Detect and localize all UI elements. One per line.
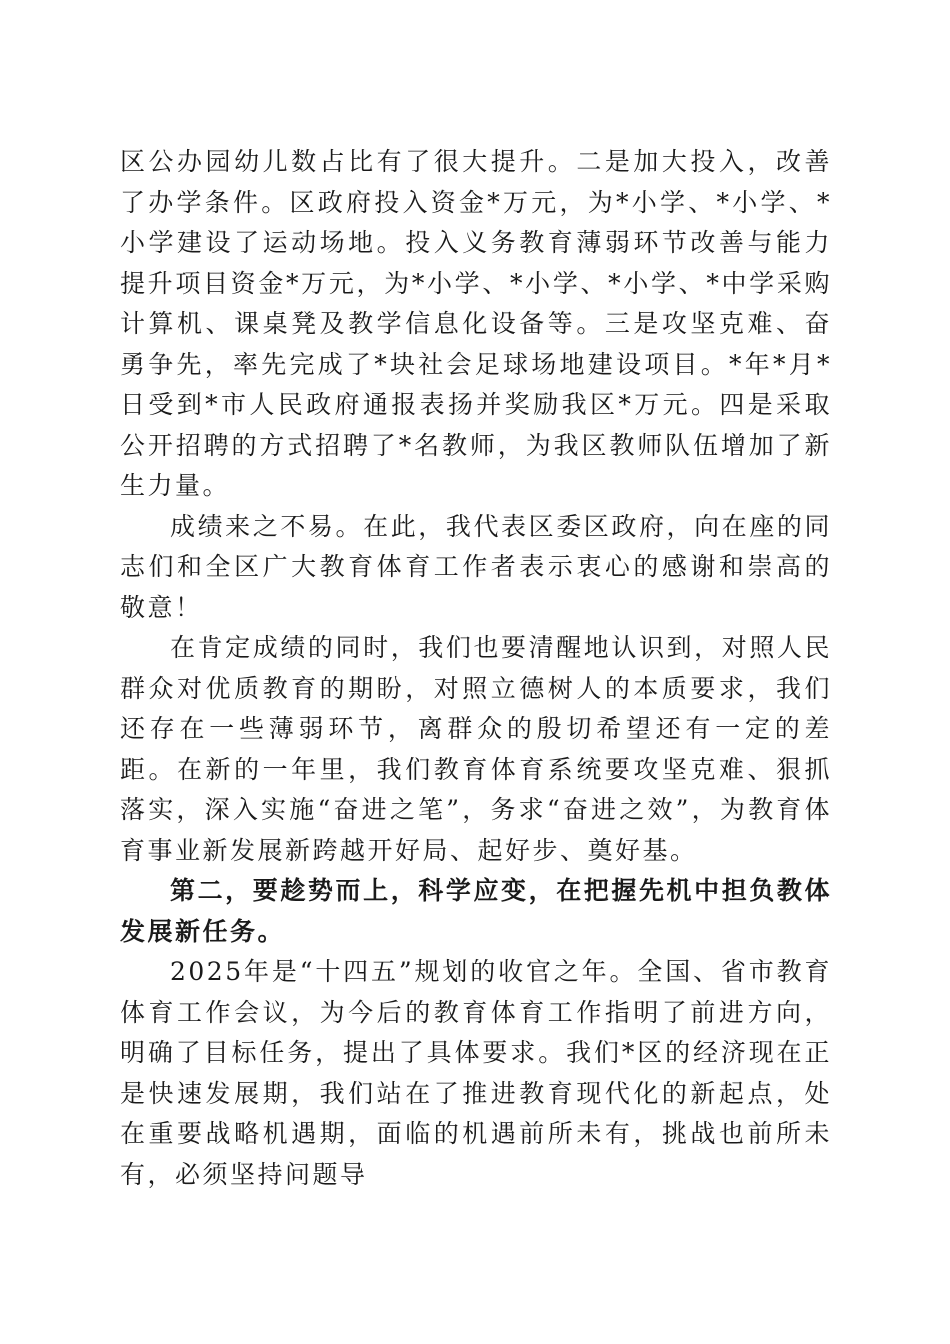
- paragraph-achievements-continued: 区公办园幼儿数占比有了很大提升。二是加大投入，改善了办学条件。区政府投入资金*万元，为*小学、*小学、*小学建设了运动场地。投入义务教育薄弱环节改善与能力提升项目资金*万元，为*小学、*小学、*小学、*中学采购计算机、课桌凳及教学信息化设备等。三是攻坚克难、奋勇争先，率先完成了*块社会足球场地建设项目。*年*月*日受到*市人民政府通报表扬并奖励我区*万元。四是采取公开招聘的方式招聘了*名教师，为我区教师队伍增加了新生力量。: [120, 147, 832, 500]
- paragraph-shortcomings: 在肯定成绩的同时，我们也要清醒地认识到，对照人民群众对优质教育的期盼，对照立德树人的本质要求，我们还存在一些薄弱环节，离群众的殷切希望还有一定的差距。在新的一年里，我们教育体育系统要攻坚克难、狠抓落实，深入实施“奋进之笔”，务求“奋进之效”，为教育体育事业新发展新跨越开好局、起好步、奠好基。: [120, 633, 832, 865]
- paragraph-thanks: 成绩来之不易。在此，我代表区委区政府，向在座的同志们和全区广大教育体育工作者表示衷心的感谢和崇高的敬意！: [120, 511, 832, 622]
- paragraph-2025-plan: 2025年是“十四五”规划的收官之年。全国、省市教育体育工作会议，为今后的教育体育工作指明了前进方向，明确了目标任务，提出了具体要求。我们*区的经济现在正是快速发展期，我们站在了推进教育现代化的新起点，处在重要战略机遇期，面临的机遇前所未有，挑战也前所未有，必须坚持问题导: [120, 957, 832, 1189]
- section-heading-second: 第二，要趁势而上，科学应变，在把握先机中担负教体发展新任务。: [120, 876, 832, 946]
- document-body: [120, 142, 832, 1195]
